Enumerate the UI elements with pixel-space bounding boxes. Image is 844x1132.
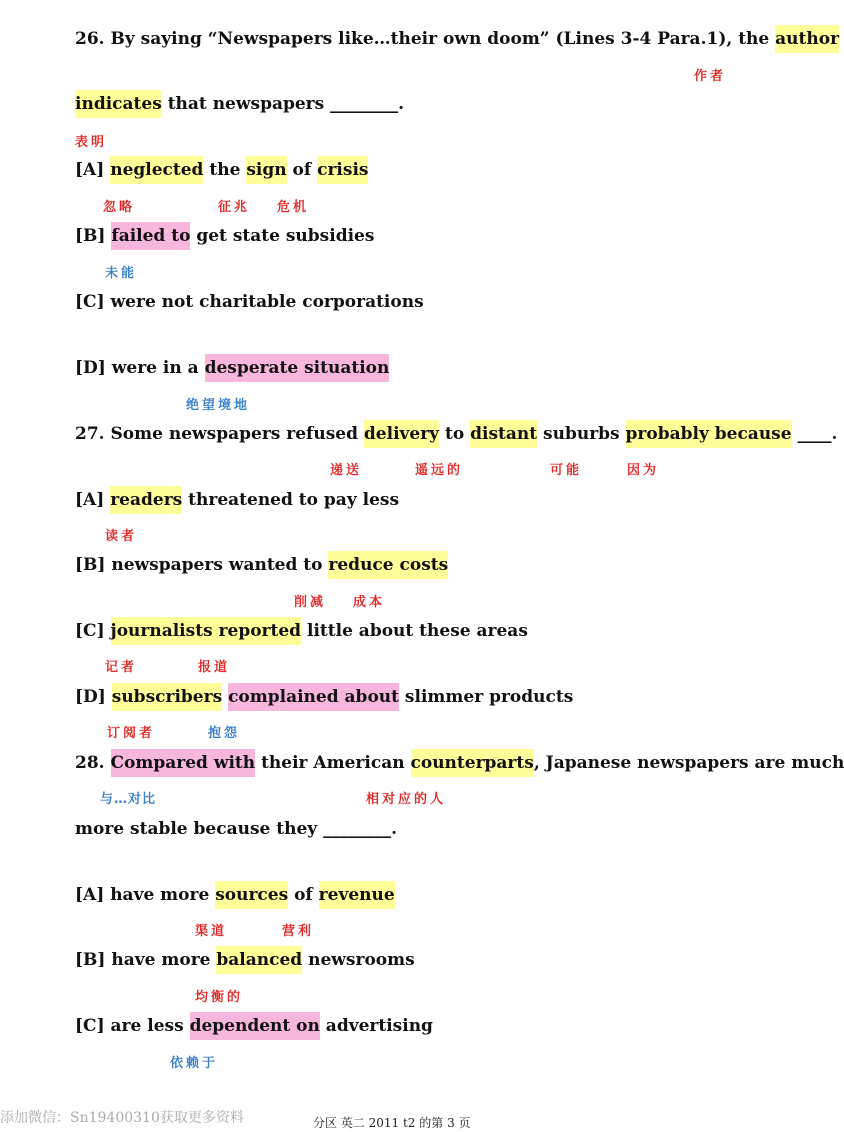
note-because: 因为 [627,463,660,478]
note-counterparts: 相对应的人 [366,792,447,807]
q27-option-b: [B] newspapers wanted to reduce costs [75,553,448,577]
note-probably: 可能 [550,463,583,478]
note-sign: 征兆 [218,200,251,215]
q27-option-d: [D] subscribers complained about slimmer products [75,685,573,709]
hl-author: author [775,25,839,53]
q27-stem: 27. Some newspapers refused delivery to distant suburbs probably because ____. [75,422,837,446]
note-compared-with: 与…对比 [100,792,157,807]
hl-journalists-reported: journalists reported [111,617,302,645]
note-sources: 渠道 [195,924,228,939]
note-failed-to: 未能 [105,266,138,281]
note-delivery: 递送 [330,463,363,478]
watermark-footer: 添加微信：Sn19400310获取更多资料 [0,1110,244,1126]
hl-delivery: delivery [364,420,439,448]
note-dependent: 依赖于 [170,1056,219,1071]
q28-stem-line1: 28. Compared with their American counterparts, Japanese newspapers are much [75,751,844,775]
note-crisis: 危机 [277,200,310,215]
q26-option-d: [D] were in a desperate situation [75,356,389,380]
hl-probably-because: probably because [626,420,792,448]
hl-crisis: crisis [317,156,368,184]
hl-desperate-situation: desperate situation [205,354,390,382]
hl-sign: sign [246,156,286,184]
hl-dependent-on: dependent on [190,1012,320,1040]
q28-option-a: [A] have more sources of revenue [75,883,395,907]
hl-failed-to: failed to [111,222,190,250]
hl-subscribers: subscribers [112,683,222,711]
hl-counterparts: counterparts [411,749,534,777]
note-revenue: 营利 [282,924,315,939]
hl-readers: readers [110,486,182,514]
note-desperate: 绝望境地 [186,398,251,413]
note-author: 作者 [694,69,727,84]
note-neglected: 忽略 [103,200,136,215]
q28-stem-line2: more stable because they ________. [75,819,398,839]
q27-option-c: [C] journalists reported little about these areas [75,619,528,643]
note-subscribers: 订阅者 [107,726,156,741]
hl-complained-about: complained about [228,683,399,711]
note-indicates: 表明 [75,135,108,150]
q28-option-b: [B] have more balanced newsrooms [75,948,415,972]
q27-option-a: [A] readers threatened to pay less [75,488,399,512]
hl-revenue: revenue [319,881,395,909]
q26-stem-line1: 26. By saying “Newspapers like…their own doom” (Lines 3-4 Para.1), the author [75,27,839,51]
hl-balanced: balanced [216,946,302,974]
hl-sources: sources [215,881,288,909]
note-balanced: 均衡的 [195,990,244,1005]
note-complained: 抱怨 [208,726,241,741]
hl-distant: distant [470,420,537,448]
q26-stem-line2: indicates that newspapers ________. [75,92,404,116]
hl-indicates: indicates [75,90,162,118]
note-reported: 报道 [198,660,231,675]
note-readers: 读者 [105,529,138,544]
q26-option-b: [B] failed to get state subsidies [75,224,374,248]
page-footer: 分区 英二 2011 t2 的第 3 页 [313,1116,471,1130]
hl-compared-with: Compared with [111,749,256,777]
note-reduce: 削减 [294,595,327,610]
q28-option-c: [C] are less dependent on advertising [75,1014,433,1038]
note-costs: 成本 [353,595,386,610]
hl-neglected: neglected [110,156,203,184]
note-distant: 遥远的 [415,463,464,478]
q26-option-a: [A] neglected the sign of crisis [75,158,368,182]
hl-reduce-costs: reduce costs [328,551,448,579]
note-journalists: 记者 [105,660,138,675]
q26-option-c: [C] were not charitable corporations [75,292,424,312]
